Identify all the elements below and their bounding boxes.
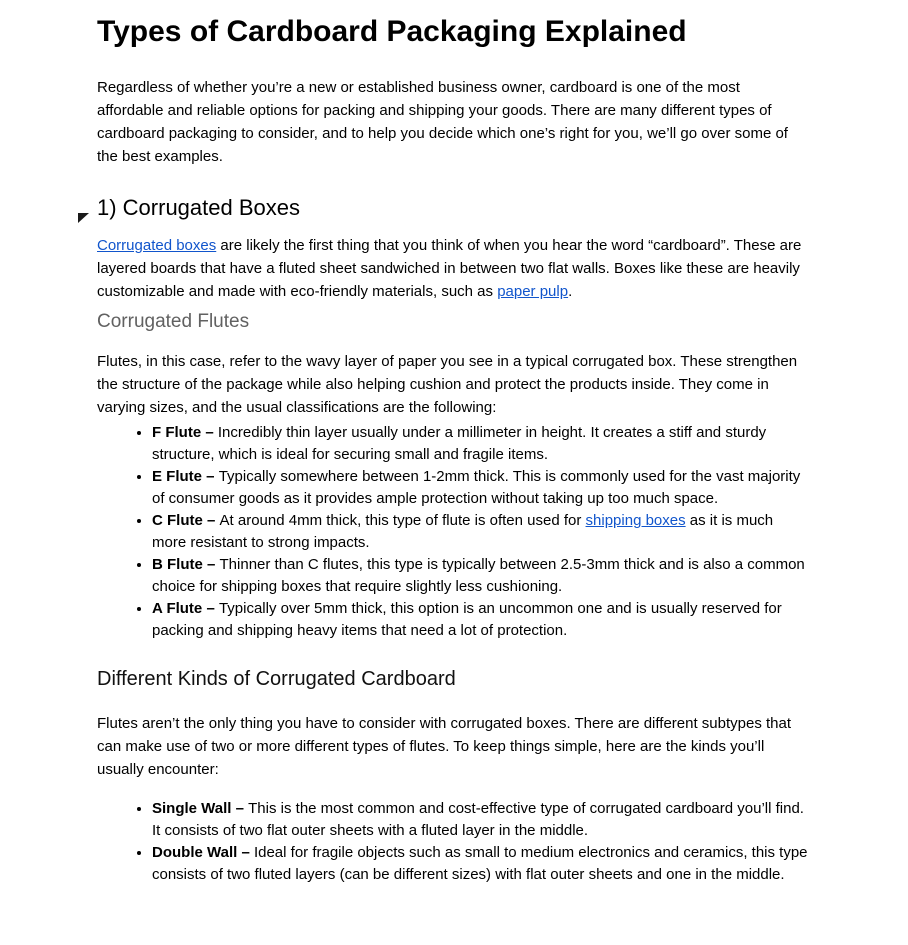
text-run: .	[568, 283, 573, 300]
inline-link[interactable]: shipping boxes	[585, 512, 686, 529]
section-heading-corrugated-boxes	[97, 194, 810, 222]
wall-list	[97, 798, 810, 886]
list-item-c-flute	[152, 510, 810, 554]
list-item-b-flute	[152, 554, 810, 598]
text-run: Thinner than C flutes, this type is typically between 2.5-3mm thick and is also a common choice for shipping boxes that require slightly less cushioning.	[152, 556, 805, 595]
subheading-different-kinds: Different Kinds of Corrugated Cardboard	[97, 668, 456, 690]
kinds-paragraph: Flutes aren’t the only thing you have to consider with corrugated boxes. There are different subtypes that can make use of two or more different types of flutes. To keep things simple, here are the kinds you’ll usually encounter:	[97, 715, 792, 778]
intro-paragraph: Regardless of whether you’re a new or established business owner, cardboard is one of the most affordable and reliable options for packing and shipping your goods. There are many different types of cardboard packaging to consider, and to help you decide which one’s right for you, we’ll go over some of the best examples.	[97, 79, 788, 165]
inline-link[interactable]: Corrugated boxes	[97, 237, 217, 254]
text-run: Incredibly thin layer usually under a millimeter in height. It creates a stiff and sturdy structure, which is ideal for securing small and fragile items.	[152, 424, 767, 463]
flute-list	[97, 422, 810, 642]
text-run: are likely the first thing that you think of when you hear the word “cardboard”. These are layered boards that have a fluted sheet sandwiched in between two flat walls. Boxes like these are heavily customizable and made with eco-friendly materials, such as	[97, 237, 802, 300]
bold-run: A Flute –	[152, 600, 219, 617]
bold-run: F Flute –	[152, 424, 218, 441]
text-run: Typically somewhere between 1-2mm thick. This is commonly used for the vast majority of consumer goods as it provides ample protection without taking up too much space.	[152, 468, 801, 507]
text-run: Typically over 5mm thick, this option is an uncommon one and is usually reserved for packing and shipping heavy items that need a lot of protection.	[152, 600, 782, 639]
list-item-f-flute	[152, 422, 810, 466]
doc-title: Types of Cardboard Packaging Explained	[97, 15, 687, 48]
text-run: Ideal for fragile objects such as small to medium electronics and ceramics, this type consists of two fluted layers (can be different sizes) with flat outer sheets and one in the middle.	[152, 844, 808, 883]
text-run: This is the most common and cost-effective type of corrugated cardboard you’ll find. It consists of two flat outer sheets with a fluted layer in the middle.	[152, 800, 804, 839]
bold-run: B Flute –	[152, 556, 220, 573]
text-run: At around 4mm thick, this type of flute is often used for	[219, 512, 586, 529]
list-item-a-flute	[152, 598, 810, 642]
list-item-double-wall	[152, 842, 810, 886]
bold-run: Single Wall –	[152, 800, 249, 817]
subheading-corrugated-flutes: Corrugated Flutes	[97, 311, 250, 332]
flutes-paragraph: Flutes, in this case, refer to the wavy layer of paper you see in a typical corrugated box. These strengthen the structure of the package while also helping cushion and protect the products inside. They come in varying sizes, and the usual classifications are the following:	[97, 353, 798, 416]
list-item-e-flute	[152, 466, 810, 510]
text-run: as it is much more resistant to strong impacts.	[152, 512, 774, 551]
heading-collapse-icon[interactable]	[77, 202, 90, 215]
corrugated-boxes-paragraph	[97, 234, 810, 303]
section-heading-label: 1) Corrugated Boxes	[97, 195, 300, 220]
list-item-single-wall	[152, 798, 810, 842]
bold-run: E Flute –	[152, 468, 219, 485]
bold-run: C Flute –	[152, 512, 220, 529]
inline-link[interactable]: paper pulp	[497, 283, 569, 300]
bold-run: Double Wall –	[152, 844, 254, 861]
